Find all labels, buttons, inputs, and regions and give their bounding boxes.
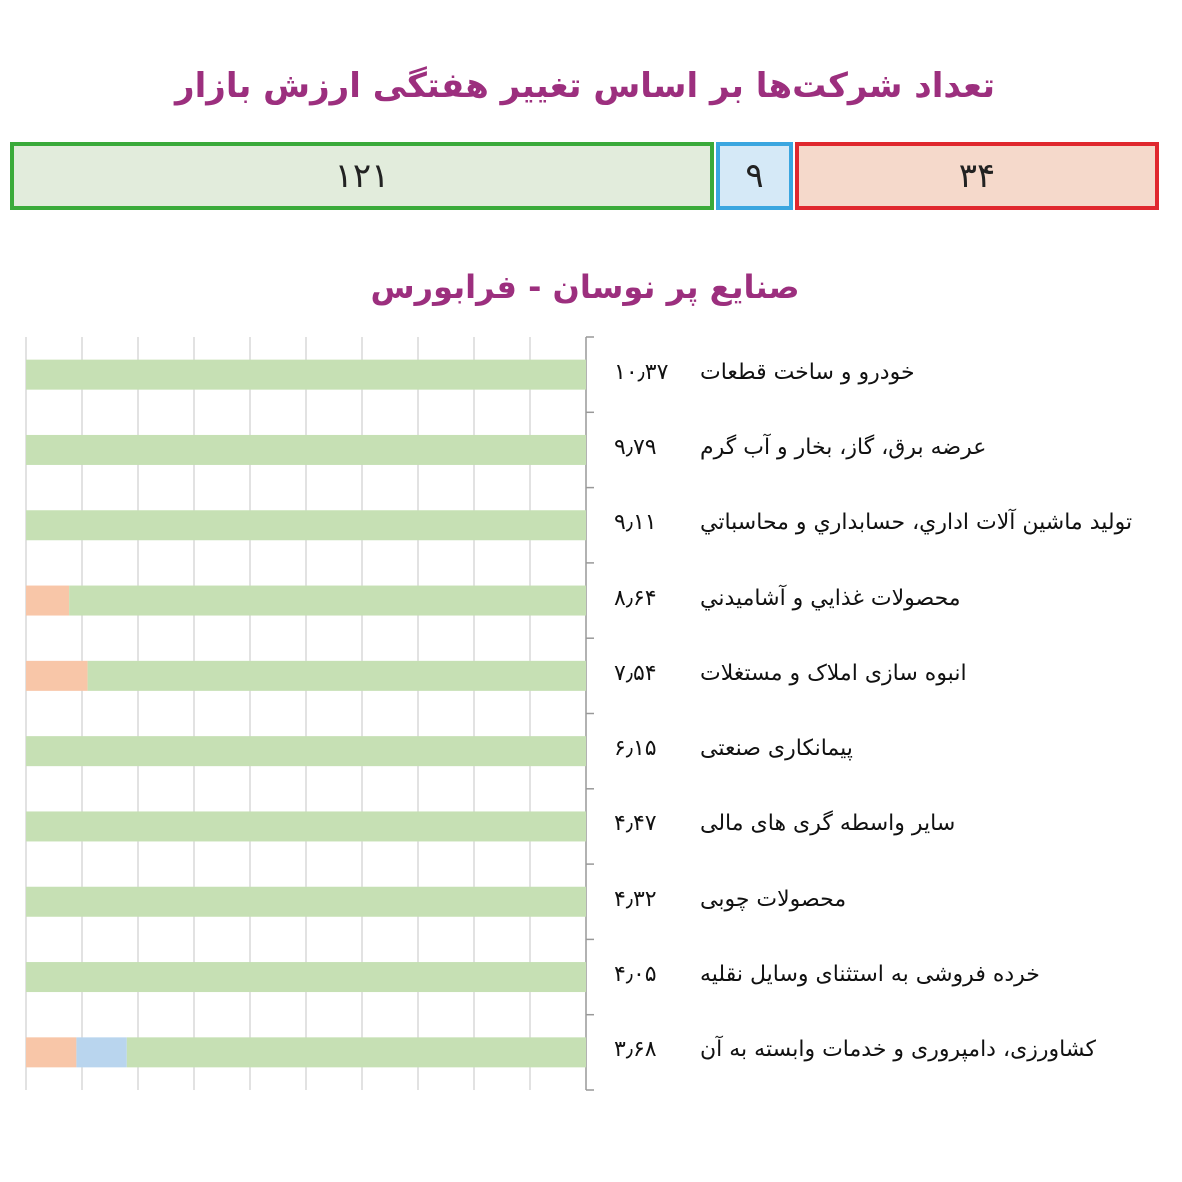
data-label: ۴٫۰۵ [614, 962, 657, 988]
category-label: تولید ماشین آلات اداري، حسابداري و محاسباتي [700, 510, 1133, 536]
page-title: تعداد شرکت‌ها بر اساس تغییر هفتگی ارزش بازار [175, 66, 995, 106]
bar-positive-segment [69, 586, 586, 616]
data-label: ۹٫۷۹ [614, 434, 657, 460]
data-label: ۹٫۱۱ [614, 510, 657, 536]
bar-positive-segment [127, 1037, 586, 1067]
category-label: کشاورزی، دامپروری و خدمات وابسته به آن [700, 1037, 1096, 1063]
category-label: محصولات چوبی [700, 886, 847, 912]
bar-positive-segment [26, 811, 586, 841]
category-label: سایر واسطه گری های مالی [700, 811, 956, 837]
category-label: محصولات غذايي و آشاميدني [700, 585, 961, 611]
summary-positive-count: ۱۲۱ [334, 156, 390, 196]
bar-positive-segment [26, 510, 586, 540]
category-label: عرضه برق، گاز، بخار و آب گرم [700, 434, 987, 460]
data-label: ۴٫۳۲ [614, 886, 657, 912]
bar-negative-segment [26, 661, 88, 691]
data-label: ۳٫۶۸ [614, 1037, 657, 1063]
summary-negative-count: ۳۴ [958, 156, 996, 196]
bar-positive-segment [26, 360, 586, 390]
bar-negative-segment [26, 1037, 76, 1067]
data-label: ۸٫۶۴ [614, 585, 657, 611]
bar-positive-segment [26, 887, 586, 917]
category-label: انبوه سازی املاک و مستغلات [700, 660, 967, 686]
bar-positive-segment [88, 661, 586, 691]
data-label: ۶٫۱۵ [614, 736, 657, 762]
bar-negative-segment [26, 586, 69, 616]
bar-positive-segment [26, 435, 586, 465]
bar-unchanged-segment [76, 1037, 126, 1067]
data-label: ۷٫۵۴ [614, 660, 657, 686]
category-label: خرده فروشی به استثنای وسایل نقلیه [700, 962, 1040, 988]
category-label: خودرو و ساخت قطعات [700, 359, 915, 385]
data-label: ۴٫۴۷ [614, 811, 657, 837]
bar-positive-segment [26, 962, 586, 992]
chart-title: صنایع پر نوسان - فرابورس [370, 268, 800, 306]
data-label: ۱۰٫۳۷ [614, 359, 669, 385]
bar-positive-segment [26, 736, 586, 766]
category-label: پیمانکاری صنعتی [700, 736, 853, 762]
summary-unchanged-count: ۹ [745, 156, 764, 196]
